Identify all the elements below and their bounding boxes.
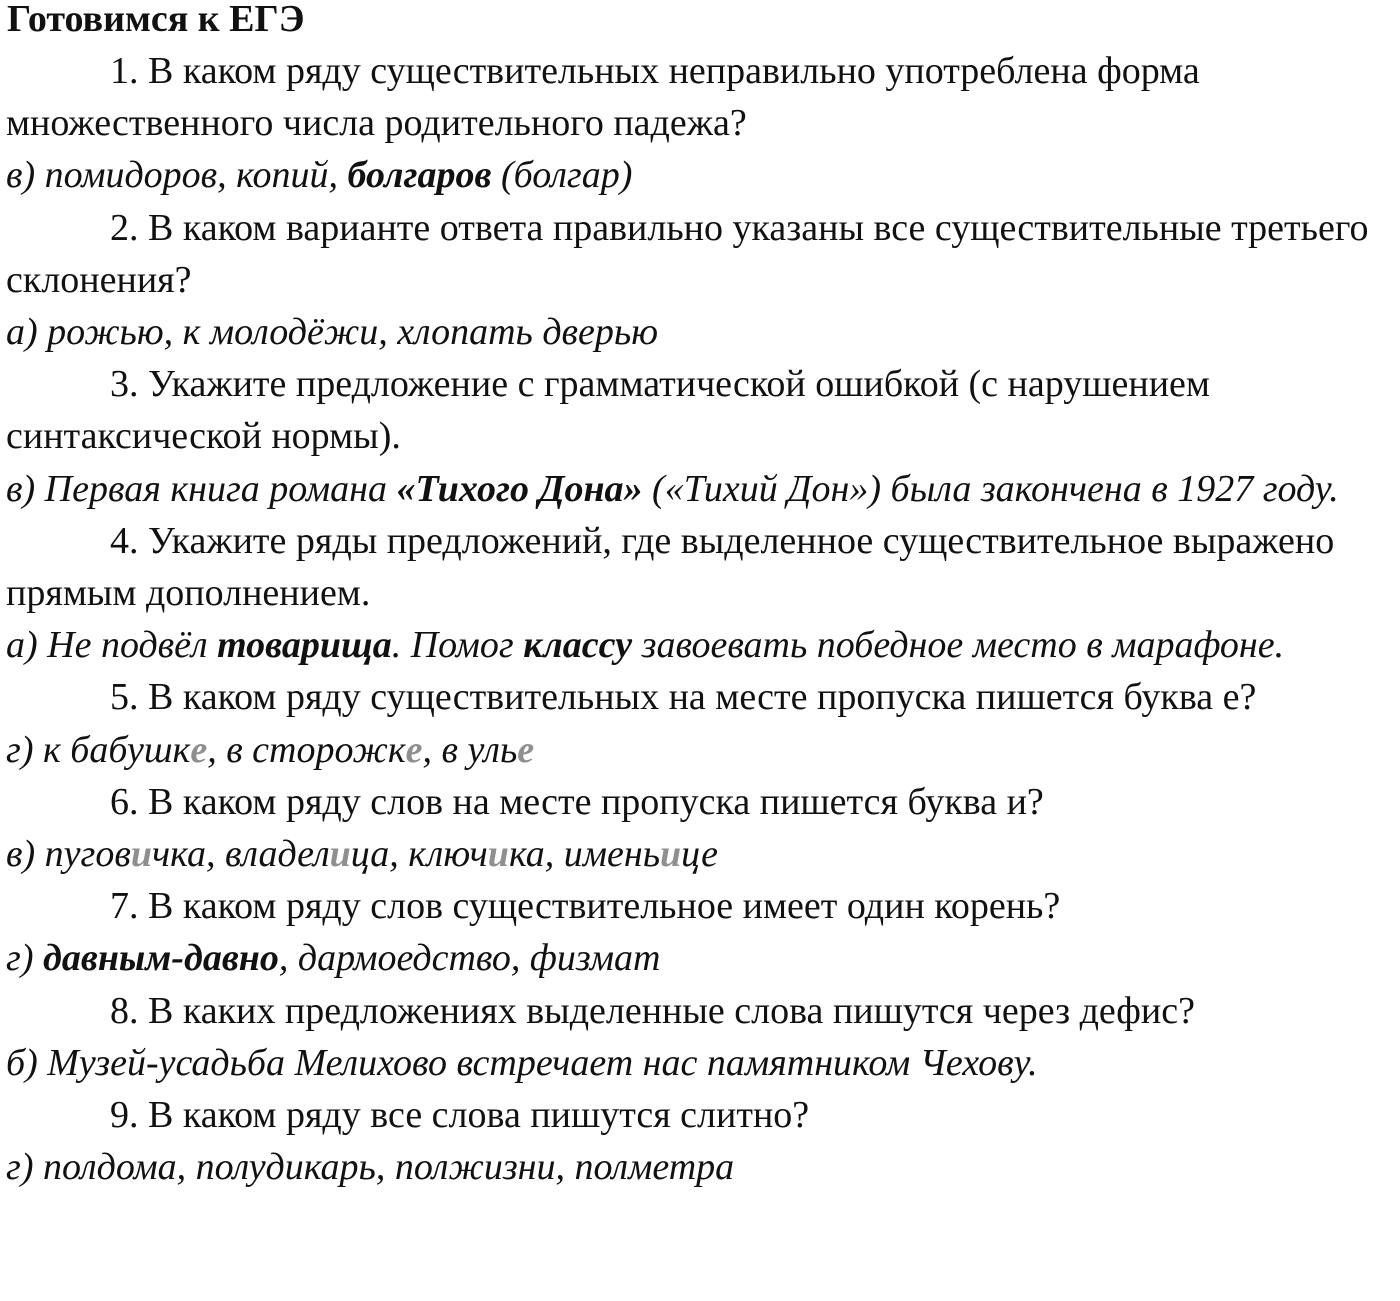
highlighted-word: товарища — [217, 624, 392, 667]
page-title: Готовимся к ЕГЭ — [7, 0, 305, 40]
answer-text: , в сторожк — [207, 728, 406, 771]
answer-4 — [6, 619, 1400, 671]
answer-text: г) полдома, полудикарь, полжизни, полметра — [6, 1146, 735, 1189]
highlighted-word: «Тихого Дона» — [396, 467, 643, 510]
question-6: 6. В каком ряду слов на месте пропуска пишется буква и? — [110, 780, 1044, 823]
answer-6 — [6, 828, 1400, 880]
answer-text: ка, имень — [508, 833, 661, 876]
inserted-letter: и — [487, 833, 509, 876]
answer-text: . Помог — [391, 624, 524, 667]
answer-text: б) Музей-усадьба Мелихово встречает нас памятником Чехову. — [6, 1041, 1038, 1084]
answer-text: в) помидоров, копий, — [6, 154, 348, 197]
question-list — [6, 45, 1400, 1193]
answer-1 — [6, 149, 1400, 201]
answer-text: а) Не подвёл — [6, 624, 218, 667]
answer-7 — [6, 932, 1400, 984]
answer-text: (болгар) — [491, 154, 633, 197]
question-8: 8. В каких предложениях выделенные слова пишутся через дефис? — [110, 989, 1195, 1032]
answer-8 — [6, 1037, 1400, 1089]
answer-9 — [6, 1141, 1400, 1193]
inserted-letter: и — [660, 833, 682, 876]
answer-2 — [6, 306, 1400, 358]
question-1: 1. В каком ряду существительных неправильно употреблена форма множественного числа родительного падежа? — [6, 50, 1200, 145]
question-2: 2. В каком варианте ответа правильно указаны все существительные третьего склонения? — [6, 206, 1369, 301]
inserted-letter: и — [130, 833, 152, 876]
inserted-letter: е — [405, 728, 423, 771]
answer-text: г) к бабушк — [6, 728, 191, 771]
answer-text: , дармоедство, физмат — [278, 937, 661, 980]
answer-text: в) Первая книга романа — [6, 467, 397, 510]
highlighted-word: болгаров — [347, 154, 492, 197]
answer-5 — [6, 724, 1400, 776]
question-3: 3. Укажите предложение с грамматической ошибкой (с нарушением синтаксической нормы). — [6, 363, 1210, 458]
question-4: 4. Укажите ряды предложений, где выделенное существительное выражено прямым дополнением. — [6, 519, 1335, 615]
answer-text: («Тихий Дон») была закончена в 1927 году. — [642, 467, 1339, 510]
answer-text: в) пугов — [6, 833, 131, 876]
answer-text: завоевать победное место в марафоне. — [632, 624, 1285, 667]
inserted-letter: и — [329, 833, 351, 876]
inserted-letter: е — [517, 728, 535, 771]
inserted-letter: е — [190, 728, 208, 771]
question-9: 9. В каком ряду все слова пишутся слитно? — [110, 1094, 810, 1137]
answer-text: г) — [6, 937, 43, 980]
answer-text: це — [681, 833, 718, 876]
highlighted-word: давным-давно — [42, 937, 279, 980]
question-5: 5. В каком ряду существительных на месте пропуска пишется буква е? — [110, 676, 1257, 719]
answer-text: ца, ключ — [350, 833, 488, 876]
answer-3 — [6, 463, 1400, 515]
answer-text: , в уль — [422, 728, 518, 771]
question-7: 7. В каком ряду слов существительное имеет один корень? — [110, 885, 1061, 928]
answer-text: а) рожью, к молодёжи, хлопать дверью — [6, 311, 658, 354]
highlighted-word: классу — [523, 624, 633, 667]
answer-text: чка, владел — [151, 833, 330, 876]
